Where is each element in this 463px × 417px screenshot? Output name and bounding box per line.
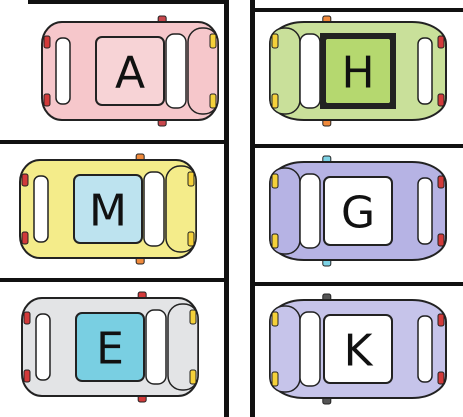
car-h-taillight-bottom xyxy=(438,94,444,106)
car-e-windshield xyxy=(146,310,166,384)
car-k-headlight-bottom xyxy=(272,372,278,386)
car-g-taillight-top xyxy=(438,176,444,188)
car-g-headlight-top xyxy=(272,174,278,188)
car-h-roof-rack-left xyxy=(320,33,326,109)
car-e-headlight-bottom xyxy=(190,370,196,384)
car-h-roof-rack-right xyxy=(390,33,396,109)
car-m-headlight-bottom xyxy=(188,232,194,246)
car-k-windshield xyxy=(300,312,320,386)
car-h-letter: H xyxy=(341,47,375,99)
car-g-letter: G xyxy=(340,187,376,239)
car-e-letter: E xyxy=(96,323,124,375)
car-g[interactable] xyxy=(270,156,446,266)
car-a-rear-window xyxy=(56,38,70,104)
car-h-windshield xyxy=(300,34,320,108)
car-k[interactable] xyxy=(270,294,446,404)
stall-line-right-2 xyxy=(255,282,463,286)
stall-line-left-2 xyxy=(0,278,224,282)
car-e-rear-window xyxy=(36,314,50,380)
car-g-windshield xyxy=(300,174,320,248)
car-h-headlight-top xyxy=(272,34,278,48)
car-h-taillight-top xyxy=(438,36,444,48)
divider-line-left xyxy=(224,0,229,417)
car-a-taillight-top xyxy=(44,36,50,48)
stall-line-right-1 xyxy=(255,144,463,148)
car-e-headlight-top xyxy=(190,310,196,324)
car-m-headlight-top xyxy=(188,172,194,186)
divider-line-right xyxy=(250,0,255,417)
car-h[interactable] xyxy=(270,16,446,126)
car-m-rear-window xyxy=(34,176,48,242)
stall-line-left-1 xyxy=(0,140,224,144)
car-a[interactable] xyxy=(42,16,218,126)
car-a-windshield xyxy=(166,34,186,108)
car-h-roof-rack-bottom xyxy=(322,103,394,109)
stall-line-right-top xyxy=(255,8,463,12)
car-g-taillight-bottom xyxy=(438,234,444,246)
car-h-roof-rack-top xyxy=(322,33,394,39)
car-m-windshield xyxy=(144,172,164,246)
car-h-rear-window xyxy=(418,38,432,104)
car-g-headlight-bottom xyxy=(272,234,278,248)
car-k-taillight-top xyxy=(438,314,444,326)
car-k-letter: K xyxy=(343,325,373,377)
car-h-headlight-bottom xyxy=(272,94,278,108)
car-k-taillight-bottom xyxy=(438,372,444,384)
car-a-headlight-top xyxy=(210,34,216,48)
car-m-letter: M xyxy=(89,185,127,237)
car-m-taillight-bottom xyxy=(22,232,28,244)
stall-line-left-top xyxy=(28,0,224,4)
car-g-rear-window xyxy=(418,178,432,244)
car-e[interactable] xyxy=(22,292,198,402)
car-a-letter: A xyxy=(114,47,146,99)
car-k-rear-window xyxy=(418,316,432,382)
car-a-headlight-bottom xyxy=(210,94,216,108)
car-k-headlight-top xyxy=(272,312,278,326)
car-m-taillight-top xyxy=(22,174,28,186)
car-a-taillight-bottom xyxy=(44,94,50,106)
car-e-taillight-bottom xyxy=(24,370,30,382)
car-m[interactable] xyxy=(20,154,196,264)
car-e-taillight-top xyxy=(24,312,30,324)
